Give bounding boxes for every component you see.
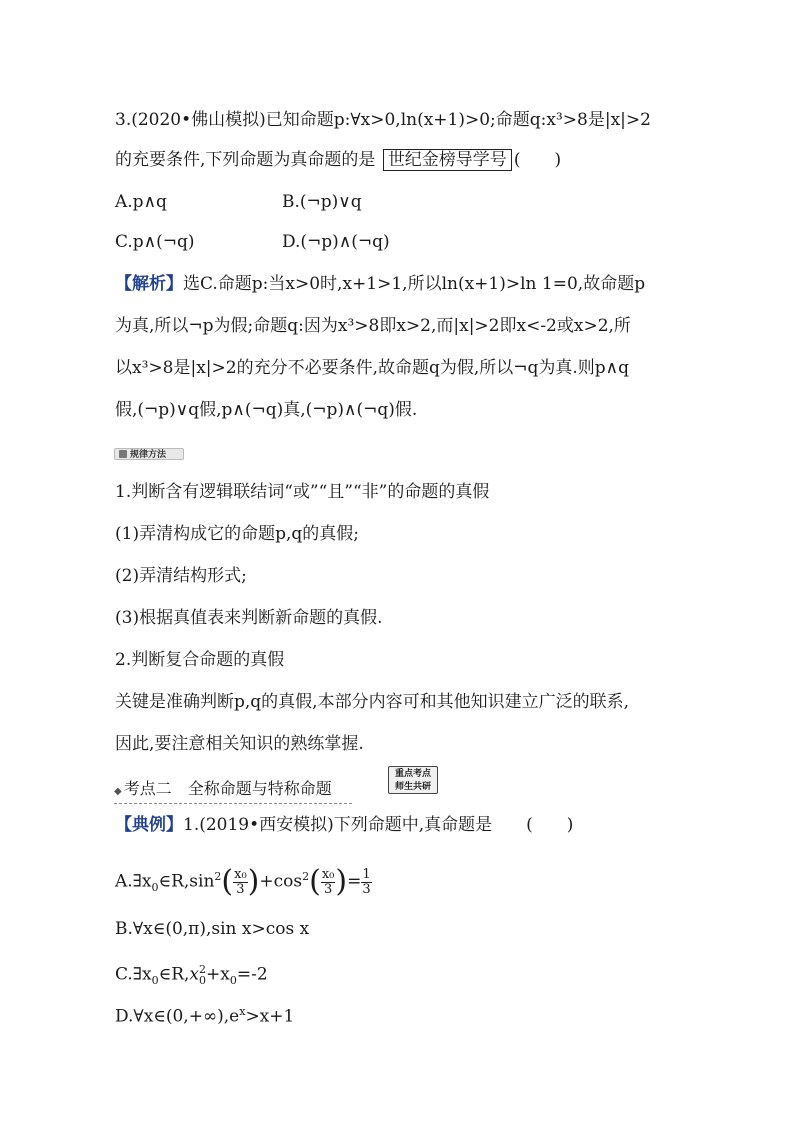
answer-paren: ( ) [513, 150, 562, 170]
option-d: D.(¬p)∧(¬q) [282, 232, 390, 252]
frac-3-num: 1 [362, 866, 371, 882]
method-item-2-line-2: 因此,要注意相关知识的熟练掌握. [115, 734, 364, 754]
opt-d-sup: x [239, 1005, 246, 1018]
opt-a-sup-2: 2 [302, 870, 310, 883]
opt-c-rest-sub: 0 [229, 974, 237, 988]
frac-2-num: x₀ [321, 866, 335, 882]
example-1-stem [115, 813, 573, 837]
opt-a-eq: = [347, 871, 362, 892]
analysis-text-1: 选C.命题p:当x>0时,x+1>1,所以ln(x+1)>ln 1=0,故命题p [183, 274, 646, 294]
opt-a-sub: 0 [151, 881, 159, 895]
section-2-heading [114, 778, 352, 804]
frac-1-den: 3 [236, 881, 245, 897]
opt-c-end: =-2 [236, 964, 268, 985]
method-step-1: (1)弄清构成它的命题p,q的真假; [115, 524, 359, 544]
option-c: C.p∧(¬q) [115, 232, 195, 252]
frac-3-den: 3 [362, 881, 371, 897]
opt-c-var: x [189, 964, 200, 985]
opt-a-cos: +cos [259, 871, 303, 892]
key-point-badge [388, 766, 438, 794]
example-option-b: B.∀x∈(0,π),sin x>cos x [115, 919, 310, 939]
option-a: A.p∧q [115, 192, 167, 212]
frac-1-num: x₀ [234, 866, 247, 882]
method-badge-icon [119, 450, 127, 458]
fraction-3 [361, 868, 371, 897]
paren-close-2: ) [335, 864, 348, 900]
question-3-line-2 [115, 148, 561, 172]
opt-a-sup-1: 2 [214, 870, 222, 883]
paren-close: ) [247, 864, 260, 900]
question-3-stem-text: 的充要条件,下列命题为真命题的是 [115, 150, 376, 170]
fraction-2 [321, 868, 336, 897]
question-3-line-1: 3.(2020•佛山模拟)已知命题p:∀x>0,ln(x+1)>0;命题q:x³>8是|x|>2 [115, 110, 651, 130]
opt-c-prefix: C.∃x [115, 964, 152, 985]
example-option-c [115, 958, 268, 993]
method-item-2-line-1: 关键是准确判断p,q的真假,本部分内容可和其他知识建立广泛的联系, [115, 692, 629, 712]
opt-c-rest: +x [206, 964, 230, 985]
opt-a-sin: ∈R,sin [158, 871, 215, 892]
analysis-line-2: 为真,所以¬p为假;命题q:因为x³>8即x>2,而|x|>2即x<-2或x>2,所 [115, 316, 631, 336]
analysis-line-1 [115, 272, 645, 296]
opt-a-prefix: A.∃x [115, 871, 152, 892]
analysis-tag: 【解析】 [115, 274, 183, 294]
paren-open: ( [221, 864, 234, 900]
example-1-text: 1.(2019•西安模拟)下列命题中,真命题是 ( ) [183, 815, 574, 835]
example-option-a [115, 855, 372, 899]
method-item-2-title: 2.判断复合命题的真假 [115, 650, 285, 670]
opt-d-end: >x+1 [245, 1006, 295, 1027]
opt-c-var-sub: 0 [199, 974, 207, 988]
fraction-1 [233, 868, 248, 897]
opt-c-var-sup: 2 [199, 963, 207, 976]
example-tag: 【典例】 [115, 815, 183, 835]
jinbang-code-box: 世纪金榜导学号 [383, 149, 512, 171]
opt-c-sub: 0 [151, 974, 159, 988]
section-2-title: 考点二 全称命题与特称命题 [123, 779, 332, 798]
frac-2-den: 3 [323, 881, 333, 897]
analysis-line-3: 以x³>8是|x|>2的充分不必要条件,故命题q为假,所以¬q为真.则p∧q [115, 358, 629, 378]
method-step-2: (2)弄清结构形式; [115, 566, 247, 586]
option-b: B.(¬p)∨q [282, 192, 362, 212]
diamond-icon: ◆ [114, 786, 122, 797]
key-point-badge-line-2: 师生共研 [394, 782, 431, 792]
method-step-3: (3)根据真值表来判断新命题的真假. [115, 608, 383, 628]
analysis-line-4: 假,(¬p)∨q假,p∧(¬q)真,(¬p)∧(¬q)假. [115, 400, 418, 420]
opt-d-prefix: D.∀x∈(0,+∞),e [115, 1006, 240, 1027]
key-point-badge-line-1: 重点考点 [394, 769, 431, 779]
paren-open-2: ( [309, 864, 321, 900]
method-badge-label: 规律方法 [130, 450, 167, 460]
method-item-1-title: 1.判断含有逻辑联结词“或”“且”“非”的命题的真假 [115, 482, 490, 502]
opt-c-mid: ∈R, [158, 964, 190, 985]
method-badge [114, 448, 184, 460]
example-option-d [115, 1000, 294, 1029]
